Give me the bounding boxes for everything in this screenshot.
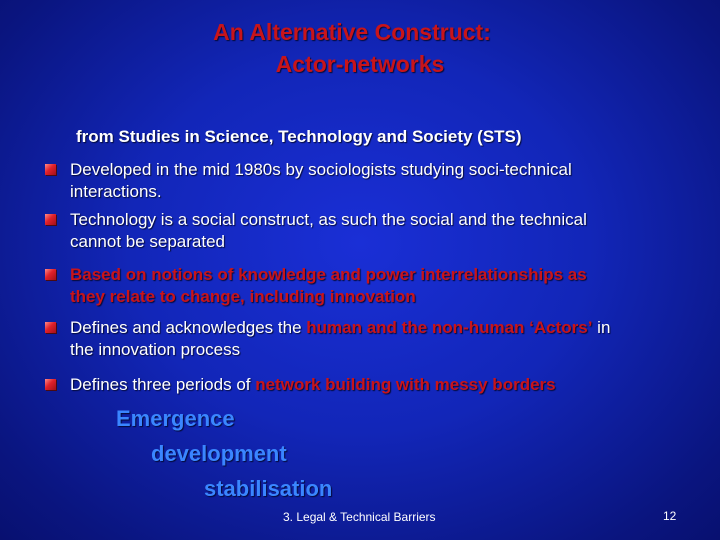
bullet-item-knowledge-power [70,264,720,308]
period-stabilisation: stabilisation [204,476,333,501]
bullet-marker-icon [45,214,56,225]
bullet-text-segment: Defines and acknowledges the [70,318,307,337]
bullet-item-developed [70,159,720,203]
bullet-text-line: Developed in the mid 1980s by sociologists studying soci-technical [70,160,572,179]
slide-title-line-1: An Alternative Construct: [213,19,491,45]
bullet-marker-icon [45,322,56,333]
intro-text: from Studies in Science, Technology and Society (STS) [76,127,522,146]
bullet-text-line: cannot be separated [70,232,226,251]
bullet-item-actors [70,317,720,361]
slide-title-line-2: Actor-networks [275,51,445,77]
footer-text: 3. Legal & Technical Barriers [283,510,436,524]
bullet-text-line [70,374,720,396]
bullet-text-line: interactions. [70,182,162,201]
bullet-text-line: they relate to change, including innovation [70,287,416,306]
period-development: development [151,441,287,466]
bullet-item-social-construct [70,209,720,253]
bullet-text-segment: in [592,318,611,337]
bullet-marker-icon [45,379,56,390]
page-number: 12 [663,509,677,523]
bullet-item-three-periods [70,374,720,396]
bullet-text-line: Based on notions of knowledge and power interrelationships as [70,265,587,284]
bullet-text-segment: Defines three periods of [70,375,256,394]
bullet-marker-icon [45,164,56,175]
period-emergence: Emergence [116,406,235,431]
highlighted-text: human and the non-human ‘Actors’ [306,318,593,337]
bullet-text-line [70,317,720,339]
bullet-text-line: the innovation process [70,340,241,359]
bullet-marker-icon [45,269,56,280]
highlighted-text: network building with messy borders [255,375,556,394]
bullet-text-line: Technology is a social construct, as such the social and the technical [70,210,587,229]
